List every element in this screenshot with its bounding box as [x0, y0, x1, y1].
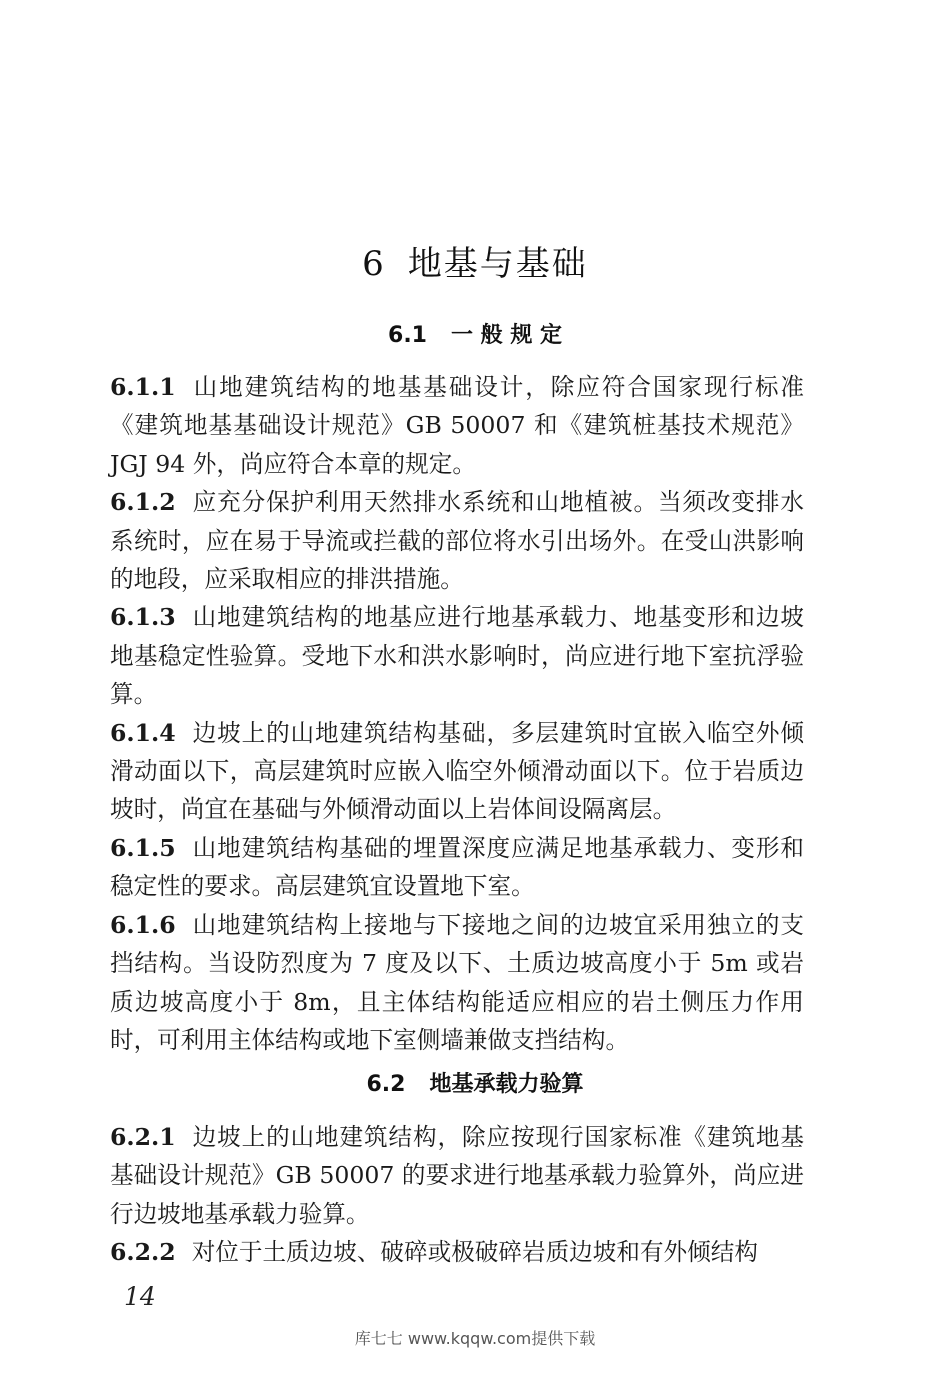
- section-title-6-1: [0, 318, 950, 349]
- section-title-text: 一 般 规 定: [451, 323, 562, 348]
- section-number: 6.1: [388, 323, 427, 348]
- download-source-footer: 库七七 www.kqqw.com提供下载: [354, 1329, 596, 1348]
- clause-text: 边坡上的山地建筑结构，除应按现行国家标准《建筑地基基础设计规范》GB 50007 的要求进行地基承载力验算外，尚应进行边坡地基承载力验算。: [110, 1123, 804, 1228]
- page-number: 14: [124, 1282, 156, 1311]
- chapter-title-text: 地基与基础: [407, 244, 588, 284]
- clause-6-2-1: [110, 1118, 804, 1233]
- clause-number: 6.1.1: [110, 373, 176, 401]
- clause-6-1-4: [110, 714, 804, 829]
- chapter-number: 6: [362, 244, 386, 284]
- clause-text: 山地建筑结构上接地与下接地之间的边坡宜采用独立的支挡结构。当设防烈度为 7 度及以下、土质边坡高度小于 5m 或岩质边坡高度小于 8m，且主体结构能适应相应的岩土侧压力作用时，可利用主体结构或地下室侧墙兼做支挡结构。: [110, 910, 804, 1054]
- section-6-1-body: [110, 368, 804, 1059]
- clause-6-1-5: [110, 829, 804, 906]
- section-6-2-body: [110, 1118, 804, 1272]
- clause-text: 对位于土质边坡、破碎或极破碎岩质边坡和有外倾结构: [191, 1238, 758, 1267]
- clause-6-1-2: [110, 483, 804, 598]
- clause-number: 6.1.4: [110, 718, 176, 747]
- chapter-title: [0, 236, 950, 285]
- clause-text: 边坡上的山地建筑结构基础，多层建筑时宜嵌入临空外倾滑动面以下，高层建筑时应嵌入临空外倾滑动面以下。位于岩质边坡时，尚宜在基础与外倾滑动面以上岩体间设隔离层。: [110, 718, 804, 824]
- clause-6-2-2: [110, 1233, 804, 1271]
- clause-number: 6.1.3: [110, 603, 176, 632]
- clause-6-1-1: [110, 368, 804, 483]
- clause-number: 6.2.2: [110, 1238, 176, 1267]
- section-title-6-2: [0, 1067, 950, 1098]
- clause-number: 6.2.1: [110, 1123, 176, 1151]
- clause-text: 山地建筑结构基础的埋置深度应满足地基承载力、变形和稳定性的要求。高层建筑宜设置地下室。: [110, 833, 804, 901]
- clause-text: 山地建筑结构的地基应进行地基承载力、地基变形和边坡地基稳定性验算。受地下水和洪水影响时，尚应进行地下室抗浮验算。: [110, 603, 804, 709]
- clause-6-1-3: [110, 598, 804, 713]
- clause-text: 应充分保护利用天然排水系统和山地植被。当须改变排水系统时，应在易于导流或拦截的部位将水引出场外。在受山洪影响的地段，应采取相应的排洪措施。: [110, 488, 804, 594]
- section-title-text: 地基承载力验算: [429, 1072, 584, 1097]
- section-number: 6.2: [366, 1072, 406, 1097]
- clause-text: 山地建筑结构的地基基础设计，除应符合国家现行标准《建筑地基基础设计规范》GB 50007 和《建筑桩基技术规范》JGJ 94 外，尚应符合本章的规定。: [110, 373, 804, 478]
- clause-6-1-6: [110, 906, 804, 1060]
- clause-number: 6.1.6: [110, 910, 176, 939]
- clause-number: 6.1.5: [110, 833, 176, 862]
- clause-number: 6.1.2: [110, 488, 176, 517]
